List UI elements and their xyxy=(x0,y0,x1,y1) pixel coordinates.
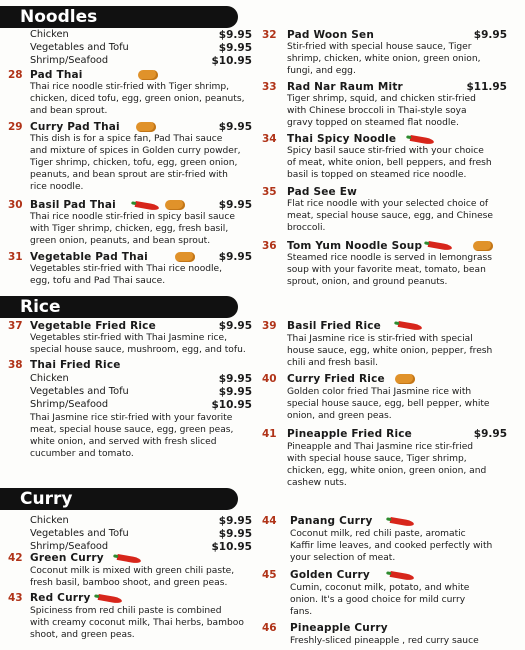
item-description: Steamed rice noodle is served in lemongrass xyxy=(287,253,492,263)
chili-pepper-icon xyxy=(98,594,123,604)
item-description: house sauce, egg, white onion, pepper, fresh xyxy=(287,346,493,356)
option-price: $9.95 xyxy=(218,29,252,41)
option-label: Shrimp/Seafood xyxy=(30,541,109,552)
item-number: 42 xyxy=(8,552,23,564)
item-description: Pineapple and Thai Jasmine rice stir-fried xyxy=(287,442,474,452)
item-name: Thai Fried Rice xyxy=(30,359,121,371)
section-header-curry: Curry xyxy=(0,488,238,510)
chili-pepper-icon xyxy=(428,241,453,251)
item-name: Basil Fried Rice xyxy=(287,320,381,332)
peanut-icon xyxy=(395,374,415,384)
item-description: Thai rice noodle stir-fried with Tiger shrimp, xyxy=(30,82,229,92)
option-price: $9.95 xyxy=(218,42,252,54)
item-description: rice noodle. xyxy=(30,182,84,192)
item-number: 37 xyxy=(8,320,23,332)
item-description: chili and fresh basil. xyxy=(287,358,378,368)
option-label: Chicken xyxy=(30,373,69,384)
section-header-rice: Rice xyxy=(0,296,238,318)
item-description: Spicy basil sauce stir-fried with your choice xyxy=(287,146,484,156)
item-number: 31 xyxy=(8,251,23,263)
item-number: 39 xyxy=(262,320,277,332)
item-description: with Chinese broccoli in Thai-style soya xyxy=(287,106,467,116)
chili-pepper-icon xyxy=(117,554,142,564)
item-number: 33 xyxy=(262,81,277,93)
option-price: $9.95 xyxy=(218,515,252,527)
item-description: chicken, egg, white onion, green onion, and xyxy=(287,466,487,476)
item-description: and mixture of spices in Golden curry powder, xyxy=(30,146,241,156)
item-name: Green Curry xyxy=(30,552,104,564)
item-description: meat, special house sauce, egg, and Chinese xyxy=(287,211,494,221)
item-name: Red Curry xyxy=(30,592,91,604)
item-price: $9.95 xyxy=(473,428,507,440)
item-description: chicken, diced tofu, egg, green onion, peanuts, xyxy=(30,94,245,104)
chili-pepper-icon xyxy=(135,201,160,211)
option-price: $10.95 xyxy=(211,55,252,67)
item-number: 45 xyxy=(262,569,277,581)
peanut-icon xyxy=(175,252,195,262)
item-description: Kaffir lime leaves, and cooked perfectly with xyxy=(290,541,493,551)
item-number: 29 xyxy=(8,121,23,133)
item-number: 43 xyxy=(8,592,23,604)
chili-pepper-icon xyxy=(390,517,415,527)
item-price: $9.95 xyxy=(218,199,252,211)
item-number: 32 xyxy=(262,29,277,41)
item-description: shrimp, chicken, white onion, green onion, xyxy=(287,54,481,64)
peanut-icon xyxy=(165,200,185,210)
item-name: Pad Woon Sen xyxy=(287,29,374,41)
item-description: cucumber and tomato. xyxy=(30,449,134,459)
item-description: Coconut milk is mixed with green chili paste, xyxy=(30,566,235,576)
item-number: 44 xyxy=(262,515,277,527)
item-description: Vegetables stir-fried with Thai Jasmine rice, xyxy=(30,333,227,343)
item-description: Vegetables stir-fried with Thai rice noodle, xyxy=(30,264,223,274)
item-price: $9.95 xyxy=(218,251,252,263)
item-number: 34 xyxy=(262,133,277,145)
option-label: Chicken xyxy=(30,515,69,526)
option-price: $10.95 xyxy=(211,541,252,553)
item-description: Tiger shrimp, chicken, tofu, egg, green onion, xyxy=(30,158,238,168)
item-description: egg, tofu and Pad Thai sauce. xyxy=(30,276,166,286)
item-description: Golden color fried Thai Jasmine rice with xyxy=(287,387,472,397)
item-description: gravy topped on steamed flat noodle. xyxy=(287,118,459,128)
item-description: shoot, and green peas. xyxy=(30,630,135,640)
item-description: fans. xyxy=(290,607,313,617)
item-name: Curry Fried Rice xyxy=(287,373,385,385)
option-label: Vegetables and Tofu xyxy=(30,42,129,53)
item-description: of meat, white onion, bell peppers, and fresh xyxy=(287,158,492,168)
item-description: with Tiger shrimp, chicken, egg, fresh basil, xyxy=(30,224,229,234)
item-description: Cumin, coconut milk, potato, and white xyxy=(290,583,470,593)
option-price: $10.95 xyxy=(211,399,252,411)
item-description: basil is topped on steamed rice noodle. xyxy=(287,170,467,180)
option-price: $9.95 xyxy=(218,386,252,398)
item-number: 46 xyxy=(262,622,277,634)
item-price: $11.95 xyxy=(466,81,507,93)
item-description: meat, special house sauce, egg, green peas, xyxy=(30,425,234,435)
option-label: Vegetables and Tofu xyxy=(30,528,129,539)
item-description: fungi, and egg. xyxy=(287,66,356,76)
item-number: 30 xyxy=(8,199,23,211)
item-description: Thai Jasmine rice stir-fried with your favorite xyxy=(30,413,233,423)
item-number: 38 xyxy=(8,359,23,371)
option-label: Shrimp/Seafood xyxy=(30,55,109,66)
item-name: Pineapple Fried Rice xyxy=(287,428,412,440)
item-name: Pad See Ew xyxy=(287,186,358,198)
item-name: Basil Pad Thai xyxy=(30,199,116,211)
item-name: Rad Nar Raum Mitr xyxy=(287,81,403,93)
item-name: Tom Yum Noodle Soup xyxy=(287,240,423,252)
option-label: Chicken xyxy=(30,29,69,40)
item-price: $9.95 xyxy=(473,29,507,41)
item-name: Panang Curry xyxy=(290,515,373,527)
item-name: Golden Curry xyxy=(290,569,370,581)
item-description: with creamy coconut milk, Thai herbs, bamboo xyxy=(30,618,244,628)
item-description: and bean sprout. xyxy=(30,106,108,116)
chili-pepper-icon xyxy=(398,321,423,331)
item-description: fresh basil, bamboo shoot, and green peas. xyxy=(30,578,228,588)
item-description: white onion, and served with fresh sliced xyxy=(30,437,217,447)
item-name: Pad Thai xyxy=(30,69,83,81)
option-price: $9.95 xyxy=(218,528,252,540)
item-name: Pineapple Curry xyxy=(290,622,388,634)
item-description: Tiger shrimp, squid, and chicken stir-fried xyxy=(287,94,476,104)
item-price: $9.95 xyxy=(218,121,252,133)
item-name: Vegetable Fried Rice xyxy=(30,320,156,332)
item-number: 35 xyxy=(262,186,277,198)
item-description: special house sauce, egg, bell pepper, white xyxy=(287,399,490,409)
peanut-icon xyxy=(136,122,156,132)
item-description: broccoli. xyxy=(287,223,326,233)
item-description: Coconut milk, red chili paste, aromatic xyxy=(290,529,466,539)
item-description: onion, and green peas. xyxy=(287,411,392,421)
item-description: special house sauce, mushroom, egg, and tofu. xyxy=(30,345,246,355)
item-number: 36 xyxy=(262,240,277,252)
item-price: $9.95 xyxy=(218,320,252,332)
item-description: Flat rice noodle with your selected choice of xyxy=(287,199,489,209)
item-description: This dish is for a spice fan, Pad Thai sauce xyxy=(30,134,223,144)
item-description: green onion, peanuts, and bean sprout. xyxy=(30,236,211,246)
item-description: your selection of meat. xyxy=(290,553,396,563)
item-name: Thai Spicy Noodle xyxy=(287,133,397,145)
item-description: with special house sauce, Tiger shrimp, xyxy=(287,454,467,464)
item-description: cashew nuts. xyxy=(287,478,347,488)
item-description: Spiciness from red chili paste is combined xyxy=(30,606,222,616)
item-description: Thai Jasmine rice is stir-fried with special xyxy=(287,334,473,344)
item-number: 41 xyxy=(262,428,277,440)
item-description: onion. It's a good choice for mild curry xyxy=(290,595,466,605)
peanut-icon xyxy=(138,70,158,80)
item-description: Freshly-sliced pineapple , red curry sauce xyxy=(290,636,479,646)
section-header-noodles: Noodles xyxy=(0,6,238,28)
item-number: 40 xyxy=(262,373,277,385)
item-name: Vegetable Pad Thai xyxy=(30,251,148,263)
item-description: sprout, onion, and ground peanuts. xyxy=(287,277,448,287)
option-label: Shrimp/Seafood xyxy=(30,399,109,410)
item-description: soup with your favorite meat, tomato, bean xyxy=(287,265,486,275)
chili-pepper-icon xyxy=(410,135,435,145)
item-description: Stir-fried with special house sauce, Tiger xyxy=(287,42,472,52)
item-number: 28 xyxy=(8,69,23,81)
chili-pepper-icon xyxy=(390,571,415,581)
peanut-icon xyxy=(473,241,493,251)
item-name: Curry Pad Thai xyxy=(30,121,120,133)
item-description: Thai rice noodle stir-fried in spicy basil sauce xyxy=(30,212,235,222)
option-price: $9.95 xyxy=(218,373,252,385)
option-label: Vegetables and Tofu xyxy=(30,386,129,397)
item-description: peanuts, and bean sprout are stir-fried with xyxy=(30,170,228,180)
